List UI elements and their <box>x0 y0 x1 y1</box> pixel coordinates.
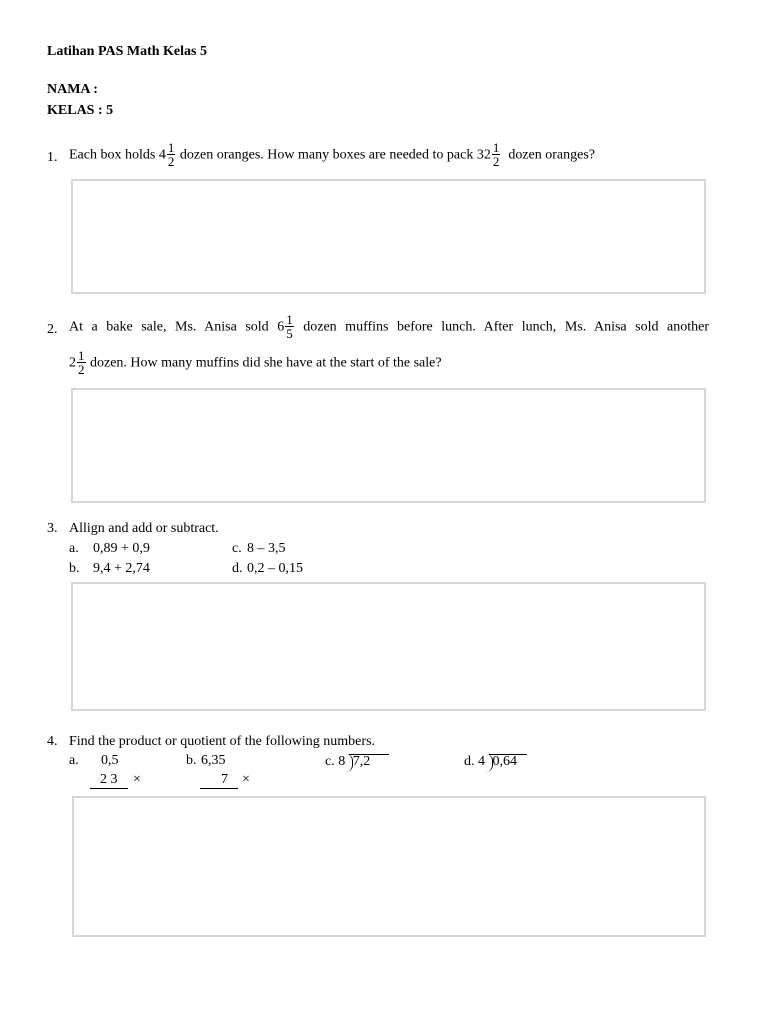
q4-option-d-label: d. <box>464 754 475 769</box>
q3-option-a-label: a. <box>69 541 79 556</box>
q2-text-part: 2 <box>69 355 76 371</box>
q1-fraction-2-den: 2 <box>492 154 500 169</box>
q4-b-multiplier: 7 <box>221 772 228 787</box>
q2-text-part: dozen. How many muffins did she have at the start of the sale? <box>90 355 442 371</box>
q2-fraction-1-num: 1 <box>286 312 293 327</box>
q4-option-c <box>325 754 389 769</box>
question-2-line-2 <box>69 350 442 377</box>
question-4-text: Find the product or quotient of the following numbers. <box>69 734 376 749</box>
q4-c-dividend: 7,2 <box>352 754 371 769</box>
q3-option-d-label: d. <box>232 561 243 576</box>
q4-a-times-sign: × <box>133 772 141 787</box>
q2-fraction-1 <box>285 313 294 340</box>
q3-option-b-label: b. <box>69 561 80 576</box>
question-4-number: 4. <box>47 734 58 749</box>
q1-text-part: dozen oranges? <box>508 147 596 163</box>
q3-option-d: 0,2 – 0,15 <box>247 561 303 576</box>
q1-fraction-2 <box>492 141 501 168</box>
q1-fraction-1-den: 2 <box>167 154 175 169</box>
q2-text-part: At a bake sale, Ms. Anisa sold 6 <box>69 319 285 335</box>
q2-fraction-2-den: 2 <box>78 362 85 377</box>
q4-a-multiplier: 2 3 <box>100 772 118 787</box>
q3-option-b: 9,4 + 2,74 <box>93 561 150 576</box>
question-1-text <box>69 142 595 169</box>
q4-d-long-division <box>489 754 527 769</box>
q2-fraction-1-den: 5 <box>286 326 293 341</box>
q4-b-multiplicand: 6,35 <box>201 753 226 768</box>
q3-option-a: 0,89 + 0,9 <box>93 541 150 556</box>
q2-fraction-2-num: 1 <box>78 348 85 363</box>
q4-d-divisor: 4 <box>478 754 485 769</box>
q1-fraction-1 <box>167 141 176 168</box>
q4-b-times-sign: × <box>242 772 250 787</box>
question-2-line-1 <box>69 314 709 341</box>
name-label: NAMA : <box>47 82 98 97</box>
q4-option-c-label: c. <box>325 754 335 769</box>
q2-fraction-2 <box>77 349 86 376</box>
answer-box-4[interactable] <box>72 796 706 937</box>
q4-b-underline <box>200 788 238 789</box>
q4-a-underline <box>90 788 128 789</box>
q4-c-long-division <box>349 754 389 769</box>
page-title: Latihan PAS Math Kelas 5 <box>47 44 207 59</box>
q3-option-c-label: c. <box>232 541 242 556</box>
q4-option-b-label: b. <box>186 753 197 768</box>
q4-a-multiplicand: 0,5 <box>101 753 119 768</box>
question-3-number: 3. <box>47 521 58 536</box>
q2-text-part: dozen muffins before lunch. After lunch, Ms. Anisa sold another <box>303 319 710 335</box>
question-2-number: 2. <box>47 322 58 337</box>
q4-option-a-label: a. <box>69 753 79 768</box>
q4-d-dividend: 0,64 <box>492 754 517 769</box>
question-3-text: Allign and add or subtract. <box>69 521 219 536</box>
answer-box-3[interactable] <box>71 582 706 711</box>
q1-fraction-1-num: 1 <box>167 140 175 155</box>
class-label: KELAS : 5 <box>47 103 114 118</box>
q1-text-part: dozen oranges. How many boxes are needed to pack 32 <box>179 147 491 163</box>
answer-box-2[interactable] <box>71 388 706 503</box>
q3-option-c: 8 – 3,5 <box>247 541 286 556</box>
q1-text-part: Each box holds 4 <box>69 147 166 163</box>
question-1-number: 1. <box>47 150 58 165</box>
q4-c-divisor: 8 <box>338 754 346 769</box>
answer-box-1[interactable] <box>71 179 706 294</box>
q4-option-d <box>464 754 527 769</box>
q1-fraction-2-num: 1 <box>492 140 500 155</box>
